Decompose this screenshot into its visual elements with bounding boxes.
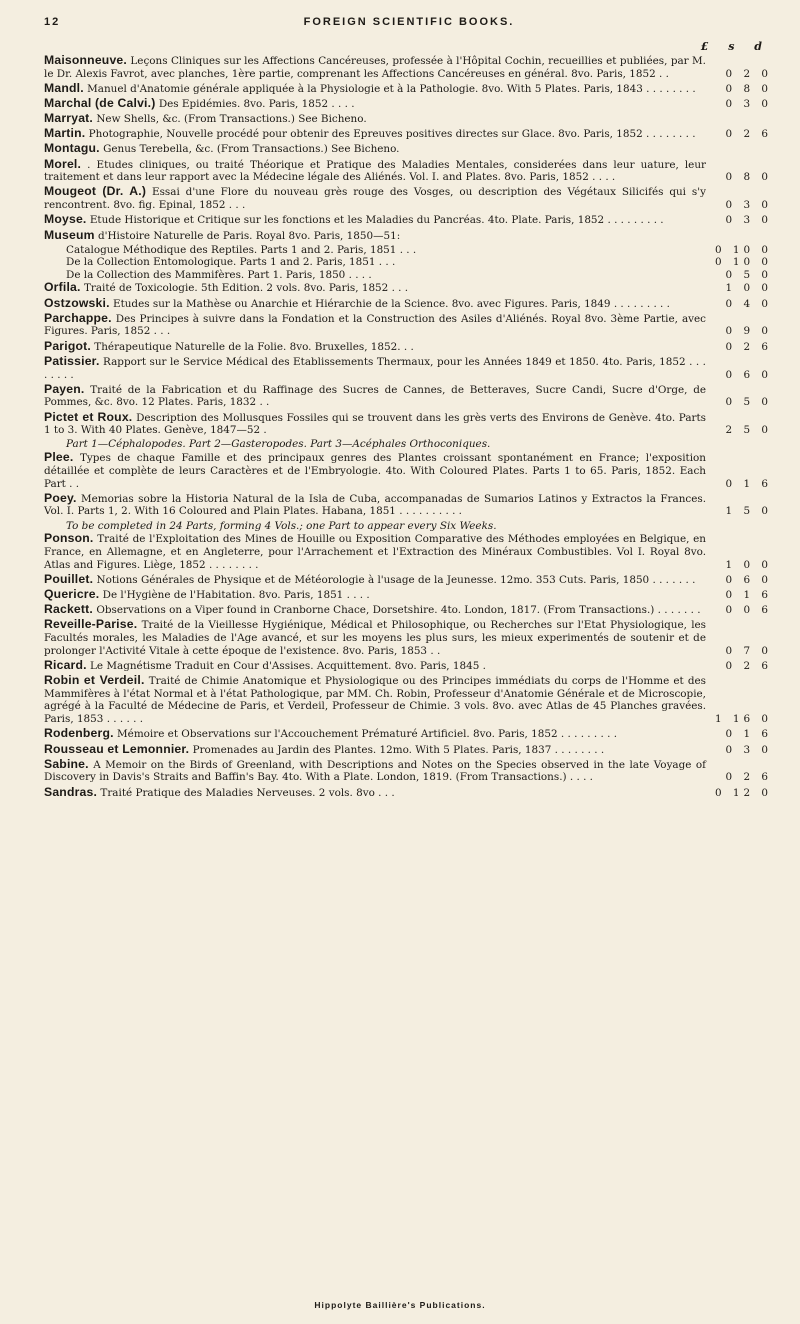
entry-price: 0 2 6: [725, 659, 772, 672]
entry-text: [44, 97, 706, 111]
entry-author: Rodenberg.: [44, 726, 114, 741]
page-number: 12: [44, 16, 61, 28]
entry-price: 1 0 0: [725, 282, 772, 295]
page-header: [44, 14, 774, 40]
sub-entry-text: Catalogue Méthodique des Reptiles. Parts 1 and 2. Paris, 1851 . . .: [66, 243, 417, 256]
entry-description: Types de chaque Famille et des principaux genres des Plantes croissant spontanément en France; l'exposition détaillée et complète de leurs Caractères et de l'Embryologie. 4to. With Coloured Plates. Parts 1 to 65. Paris, 1852. Each Part . .: [44, 452, 706, 490]
entry-description: De l'Hygiène de l'Habitation. 8vo. Paris, 1851 . . . .: [102, 588, 370, 601]
entry-description: Des Epidémies. 8vo. Paris, 1852 . . . .: [158, 98, 355, 111]
entry-price: 0 8 0: [725, 171, 772, 184]
catalogue-entry: [44, 411, 774, 438]
entry-price: 1 0 0: [725, 558, 772, 571]
entry-description: New Shells, &c. (From Transactions.) See Bicheno.: [96, 113, 367, 126]
sub-entry-text: De la Collection Entomologique. Parts 1 and 2. Paris, 1851 . . .: [66, 256, 396, 269]
catalogue-entry: [44, 312, 774, 339]
entry-price: 0 6 0: [725, 573, 772, 586]
entry-text: [44, 54, 706, 81]
sub-entry: [44, 269, 774, 282]
entry-description: Genus Terebella, &c. (From Transactions.) See Bicheno.: [103, 143, 400, 156]
catalogue-entry: [44, 127, 774, 141]
entry-price: 0 5 0: [725, 396, 772, 409]
entry-author: Rackett.: [44, 602, 94, 617]
sub-entry-price: 0 10 0: [714, 243, 772, 256]
entry-description: Leçons Cliniques sur les Affections Cancéreuses, professée à l'Hôpital Cochin, recueillies et publiées, par M. le Dr. Alexis Favrot, avec planches, 1ère partie, comprenant les Affections Cancéreuses en général. 8vo. Paris, 1852 . .: [44, 55, 706, 80]
entry-author: Pouillet.: [44, 571, 94, 586]
entry-text: [44, 674, 706, 726]
catalogue-entry: [44, 355, 774, 382]
entry-text: [44, 312, 706, 339]
entry-author: Moyse.: [44, 212, 87, 227]
entry-text: [44, 112, 706, 126]
entry-description: Traité de Chimie Anatomique et Physiologique ou des Principes immédiats du corps de l'Homme et des Mammifères à l'état Normal et à l'état Pathologique, par MM. Ch. Robin, Professeur d'Anatomie Générale et de Microscopie, agrégé à la Faculté de Médecine de Paris, et Verdeil, Professeur de Chimie. 3 vols. 8vo. avec Atlas de 45 Planches gravées. Paris, 1853 . . . . . .: [44, 674, 706, 726]
catalogue-entry: [44, 340, 774, 354]
entry-author: Morel.: [44, 156, 82, 171]
catalogue-entry: [44, 618, 774, 657]
entry-description: Notions Générales de Physique et de Météorologie à l'usage de la Jeunesse. 12mo. 353 Cuts. Paris, 1850 . . . . . . .: [96, 573, 696, 586]
entry-author: Robin et Verdeil.: [44, 672, 145, 687]
entry-author: Mandl.: [44, 80, 84, 95]
catalogue-entry: [44, 281, 774, 295]
entry-author: Montagu.: [44, 141, 100, 156]
entry-price: 0 6 0: [725, 368, 772, 381]
entry-text: [44, 727, 706, 741]
entry-price: 0 1 6: [725, 477, 772, 490]
entry-text: [44, 158, 706, 185]
entry-price: 0 12 0: [714, 786, 772, 799]
entry-author: Payen.: [44, 381, 85, 396]
entry-price: 2 5 0: [725, 424, 772, 437]
entry-price: 0 3 0: [725, 214, 772, 227]
entry-text: [44, 573, 706, 587]
entry-text: [44, 213, 706, 227]
entry-author: Museum: [44, 227, 95, 242]
catalogue-entry: [44, 142, 774, 156]
catalogue-entry: [44, 786, 774, 800]
entry-price: 0 2 6: [725, 340, 772, 353]
entry-text: [44, 185, 706, 212]
entry-price: 1 5 0: [725, 505, 772, 518]
catalogue-entry: [44, 743, 774, 757]
entry-text: [44, 82, 706, 96]
page-footer: Hippolyte Baillière's Publications.: [314, 1300, 486, 1310]
entry-description: Thérapeutique Naturelle de la Folie. 8vo. Bruxelles, 1852. . .: [94, 340, 414, 353]
entry-description: A Memoir on the Birds of Greenland, with Descriptions and Notes on the Species observed in the late Voyage of Discovery in Davis's Straits and Baffin's Bay. 4to. With a Plate. London, 1819. (From Transactions.) . . . .: [44, 758, 706, 784]
entry-price: 0 2 6: [725, 771, 772, 784]
entry-author: Ponson.: [44, 531, 94, 546]
sub-entry: [44, 256, 774, 269]
entry-description: Promenades au Jardin des Plantes. 12mo. With 5 Plates. Paris, 1837 . . . . . . . .: [192, 743, 605, 756]
entry-text: [44, 786, 706, 800]
entry-text: [44, 588, 706, 602]
entry-text: [44, 355, 706, 382]
entry-text: [44, 340, 706, 354]
entry-description: Des Principes à suivre dans la Fondation et la Construction des Asiles d'Aliénés. Royal 8vo. 3ème Partie, avec Figures. Paris, 1852 . . .: [44, 312, 706, 338]
catalogue-entry: [44, 674, 774, 726]
entry-description: Le Magnétisme Traduit en Cour d'Assises. Acquittement. 8vo. Paris, 1845 .: [90, 659, 486, 672]
entry-author: Parigot.: [44, 338, 91, 353]
sub-entry-price: 0 5 0: [725, 268, 772, 281]
entry-author: Poey.: [44, 490, 77, 505]
entry-price: 0 1 6: [725, 588, 772, 601]
entry-text: [44, 743, 706, 757]
entry-price: 0 2 6: [725, 128, 772, 141]
entry-author: Orfila.: [44, 280, 81, 295]
sub-entry: [44, 244, 774, 257]
entry-price: 0 1 6: [725, 728, 772, 741]
entry-note: To be completed in 24 Parts, forming 4 Vols.; one Part to appear every Six Weeks.: [66, 519, 497, 532]
entry-description: Photographie, Nouvelle procédé pour obtenir des Epreuves positives directes sur Glace. 8vo. Paris, 1852 . . . . . . . .: [88, 128, 696, 141]
entry-price: 0 3 0: [725, 199, 772, 212]
entry-text: [44, 659, 706, 673]
running-title: FOREIGN SCIENTIFIC BOOKS.: [303, 16, 515, 28]
catalogue-entry: [44, 588, 774, 602]
entry-author: Ricard.: [44, 657, 87, 672]
entry-text: [44, 618, 706, 657]
entry-text: [44, 603, 706, 617]
entry-description: Description des Mollusques Fossiles qui se trouvent dans les grès verts des Environs de Genève. 4to. Parts 1 to 3. With 40 Plates. Genève, 1847—52 .: [44, 411, 706, 437]
catalogue-entry: [44, 82, 774, 96]
entry-text: [44, 127, 706, 141]
entry-author: Rousseau et Lemonnier.: [44, 741, 190, 756]
entry-author: Parchappe.: [44, 310, 112, 325]
entry-price: 0 7 0: [725, 644, 772, 657]
entry-text: [44, 229, 706, 243]
catalogue-entry: [44, 532, 774, 571]
catalogue-entry: [44, 659, 774, 673]
entry-author: Marchal (de Calvi.): [44, 96, 156, 111]
currency-header: £ s d: [700, 40, 770, 53]
entry-description: Manuel d'Anatomie générale appliquée à la Physiologie et à la Pathologie. 8vo. With 5 Plates. Paris, 1843 . . . . . . . .: [87, 82, 696, 95]
entry-text: [44, 532, 706, 571]
entry-text: [44, 281, 706, 295]
catalogue-entry: [44, 451, 774, 490]
entry-price: 0 0 6: [725, 604, 772, 617]
catalogue-entry: [44, 727, 774, 741]
entry-price: 0 8 0: [725, 82, 772, 95]
entry-description: Traité de la Fabrication et du Raffinage des Sucres de Cannes, de Betteraves, Sucre Candi, Sucre d'Orge, de Pommes, &c. 8vo. 12 Plates. Paris, 1832 . .: [44, 383, 706, 409]
entry-price: 0 2 0: [725, 67, 772, 80]
catalogue-entry: [44, 603, 774, 617]
entry-author: Pictet et Roux.: [44, 409, 133, 424]
entry-description: Mémoire et Observations sur l'Accouchement Prématuré Artificiel. 8vo. Paris, 1852 . . . . . . . . .: [117, 728, 618, 741]
entry-description: Etude Historique et Critique sur les fonctions et les Maladies du Pancréas. 4to. Plate. Paris, 1852 . . . . . . . . .: [89, 214, 664, 227]
catalogue-entry: [44, 383, 774, 410]
entry-description: Essai d'une Flore du nouveau grès rouge des Vosges, ou description des Végétaux Silicifés qui s'y rencontrent. 8vo. fig. Epinal, 1852 . . .: [44, 186, 706, 212]
entry-description: Traité de Toxicologie. 5th Edition. 2 vols. 8vo. Paris, 1852 . . .: [83, 282, 409, 295]
entry-price: 0 4 0: [725, 297, 772, 310]
entry-author: Marryat.: [44, 111, 94, 126]
catalogue-entry: [44, 213, 774, 227]
entry-description: Traité de l'Exploitation des Mines de Houille ou Exposition Comparative des Méthodes employées en Belgique, en France, en Allemagne, et en Angleterre, pour l'Arrachement et l'Extraction des Minéraux Combustibles. Vol I. Royal 8vo. Atlas and Figures. Liège, 1852 . . . . . . . .: [44, 533, 707, 571]
entry-author: Sandras.: [44, 784, 98, 799]
entry-price: 1 16 0: [714, 713, 772, 726]
entry-author: Reveille-Parise.: [44, 617, 138, 632]
catalogue-entry: [44, 229, 774, 243]
entry-text: [44, 142, 706, 156]
entry-price: 0 3 0: [725, 743, 772, 756]
catalogue-entry: [44, 492, 774, 519]
entry-text: [44, 492, 706, 519]
catalogue-entry: [44, 54, 774, 81]
catalogue-entry: [44, 758, 774, 785]
entry-description: Traité de la Vieillesse Hygiénique, Médical et Philosophique, ou Recherches sur l'Etat Physiologique, les Facultés morales, les Maladies de l'Age avancé, et sur les moyens les plus surs, les mieux experimentés de soutenir et de prolonger l'Activité Vitale à cette époque de l'existence. 8vo. Paris, 1853 . .: [44, 619, 707, 657]
catalogue-entry: [44, 97, 774, 111]
entry-description: d'Histoire Naturelle de Paris. Royal 8vo. Paris, 1850—51:: [97, 229, 401, 242]
sub-entry-price: 0 10 0: [714, 256, 772, 269]
entry-author: Ostzowski.: [44, 295, 110, 310]
entry-description: Traité Pratique des Maladies Nerveuses. 2 vols. 8vo . . .: [100, 786, 395, 799]
entry-text: [44, 411, 706, 438]
entry-description: Rapport sur le Service Médical des Etablissements Thermaux, pour les Années 1849 et 1850. 4to. Paris, 1852 . . . . . . . .: [44, 355, 706, 381]
entry-description: Observations on a Viper found in Cranborne Chace, Dorsetshire. 4to. London, 1817. (From Transactions.) . . . . . . .: [96, 604, 701, 617]
entry-description: Memorias sobre la Historia Natural de la Isla de Cuba, accompanadas de Sumarios Latinos y Extractos la Frances. Vol. I. Parts 1, 2. With 16 Coloured and Plain Plates. Habana, 1851 . . . . . . . . . .: [44, 492, 706, 518]
catalogue-entry: [44, 573, 774, 587]
entry-author: Sabine.: [44, 756, 89, 771]
entry-text: [44, 451, 706, 490]
sub-entry-text: De la Collection des Mammifères. Part 1. Paris, 1850 . . . .: [66, 268, 372, 281]
entry-price: 0 3 0: [725, 98, 772, 111]
entry-text: [44, 383, 706, 410]
entry-author: Martin.: [44, 126, 86, 141]
entry-description: Etudes sur la Mathèse ou Anarchie et Hiérarchie de la Science. 8vo. avec Figures. Paris, 1849 . . . . . . . . .: [112, 297, 670, 310]
entry-author: Mougeot (Dr. A.): [44, 184, 147, 199]
entry-author: Quericre.: [44, 586, 100, 601]
catalogue-entry: [44, 185, 774, 212]
entry-note: Part 1—Céphalopodes. Part 2—Gasteropodes. Part 3—Acéphales Orthoconiques.: [66, 438, 491, 451]
entry-list: [44, 54, 774, 799]
entry-text: [44, 758, 706, 785]
catalogue-entry: [44, 297, 774, 311]
entry-author: Plee.: [44, 450, 74, 465]
entry-price: 0 9 0: [725, 325, 772, 338]
entry-author: Maisonneuve.: [44, 53, 127, 67]
entry-author: Patissier.: [44, 353, 100, 368]
entry-text: [44, 297, 706, 311]
catalogue-entry: [44, 158, 774, 185]
catalogue-entry: [44, 112, 774, 126]
entry-description: . Etudes cliniques, ou traité Théorique et Pratique des Maladies Mentales, considerées dans leur uature, leur traitement et dans leur rapport avec la Médecine légale des Aliénés. Vol. I. and Plates. 8vo. Paris, 1852 . . . .: [44, 158, 706, 184]
